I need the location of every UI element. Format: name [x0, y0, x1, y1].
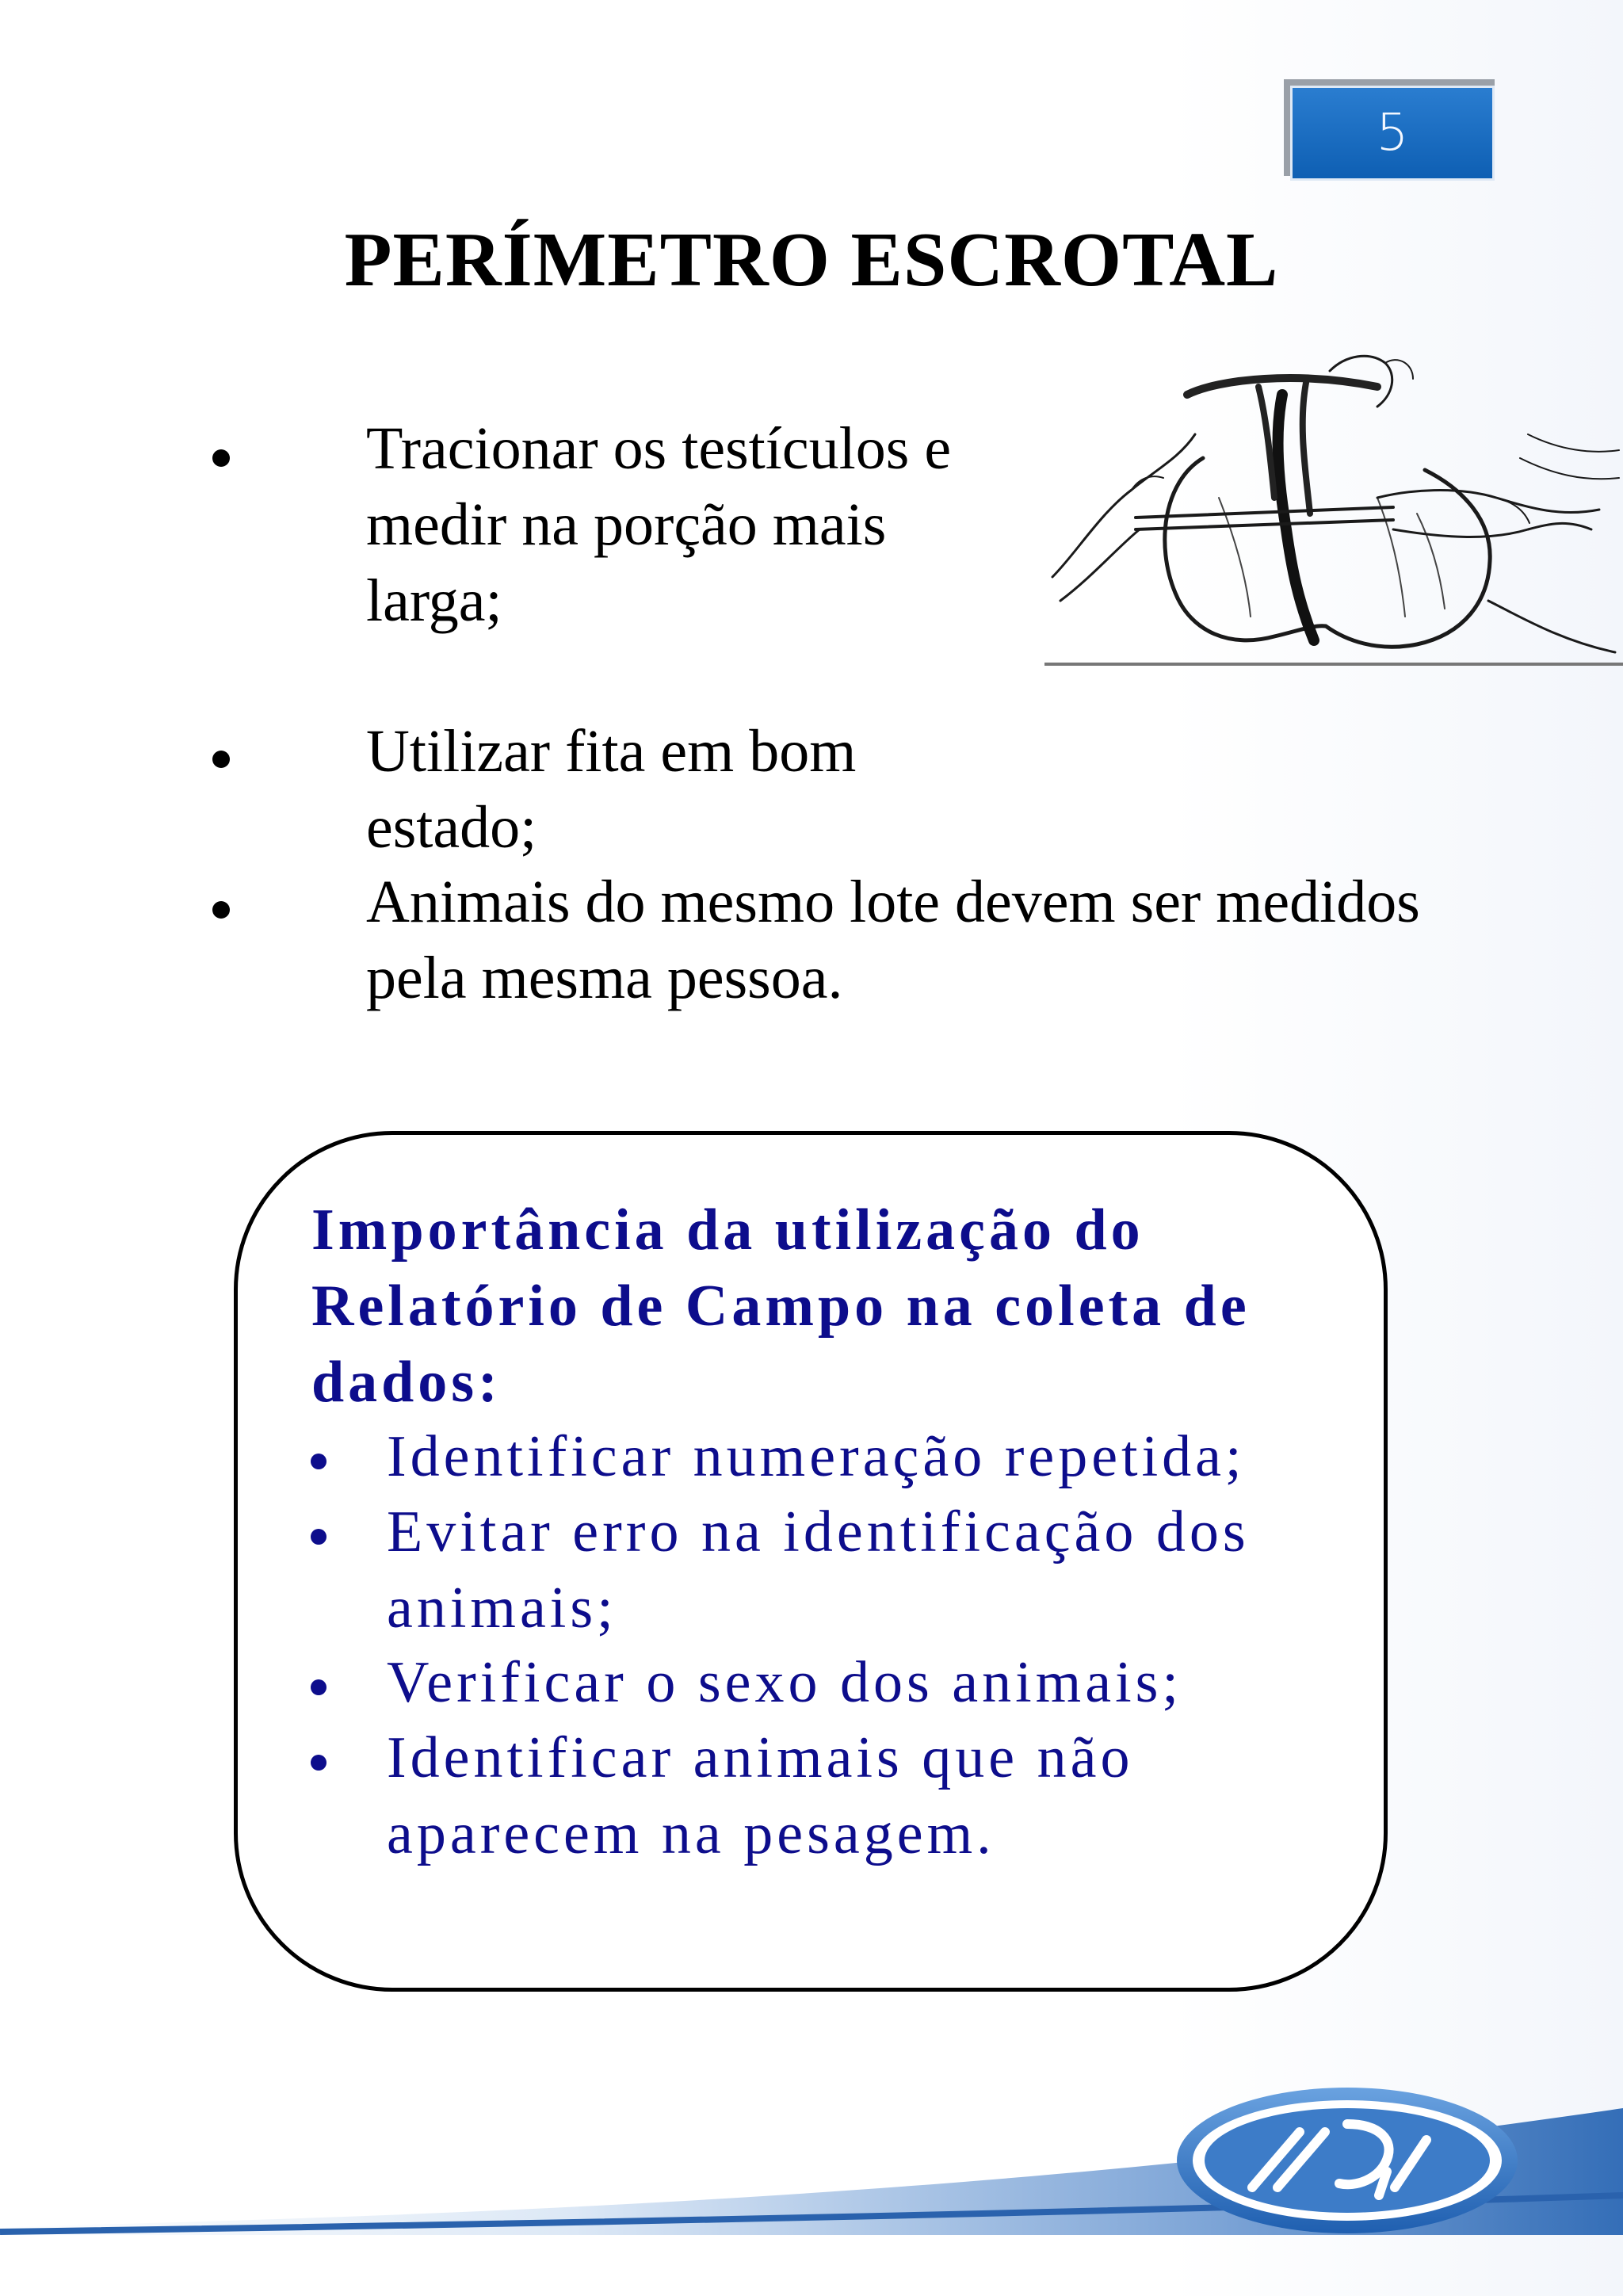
bullet-item-2: Utilizar fita em bom estado;: [366, 718, 857, 861]
bullet-item-1: Tracionar os testículos e medir na porção mais larga;: [366, 415, 952, 634]
blue-oval-logo: [1177, 2088, 1518, 2233]
info-box-heading: Importância da utilização do Relatório de Campo na coleta de dados:: [311, 1198, 1251, 1415]
bullet-icon: [311, 1454, 327, 1469]
page-number: 5: [1376, 104, 1409, 162]
scrotal-measurement-illustration: [1044, 339, 1623, 669]
page-title: PERÍMETRO ESCROTAL: [344, 217, 1279, 303]
footer-band: [0, 2076, 1623, 2296]
bullet-icon: [311, 1679, 327, 1695]
info-item-2: Evitar erro na identificação dos animais;: [387, 1499, 1250, 1641]
info-item-4: Identificar animais que não aparecem na pesagem.: [387, 1725, 1134, 1866]
bullet-icon: [212, 901, 230, 919]
info-item-1: Identificar numeração repetida;: [387, 1424, 1246, 1489]
bullet-icon: [212, 449, 230, 467]
bullet-item-3: Animais do mesmo lote devem ser medidos pela mesma pessoa.: [366, 869, 1420, 1011]
info-item-3: Verificar o sexo dos animais;: [387, 1650, 1182, 1715]
page-number-badge: [1290, 86, 1495, 181]
bullet-icon: [311, 1755, 327, 1771]
bullet-icon: [311, 1529, 327, 1545]
bullet-icon: [212, 751, 230, 768]
